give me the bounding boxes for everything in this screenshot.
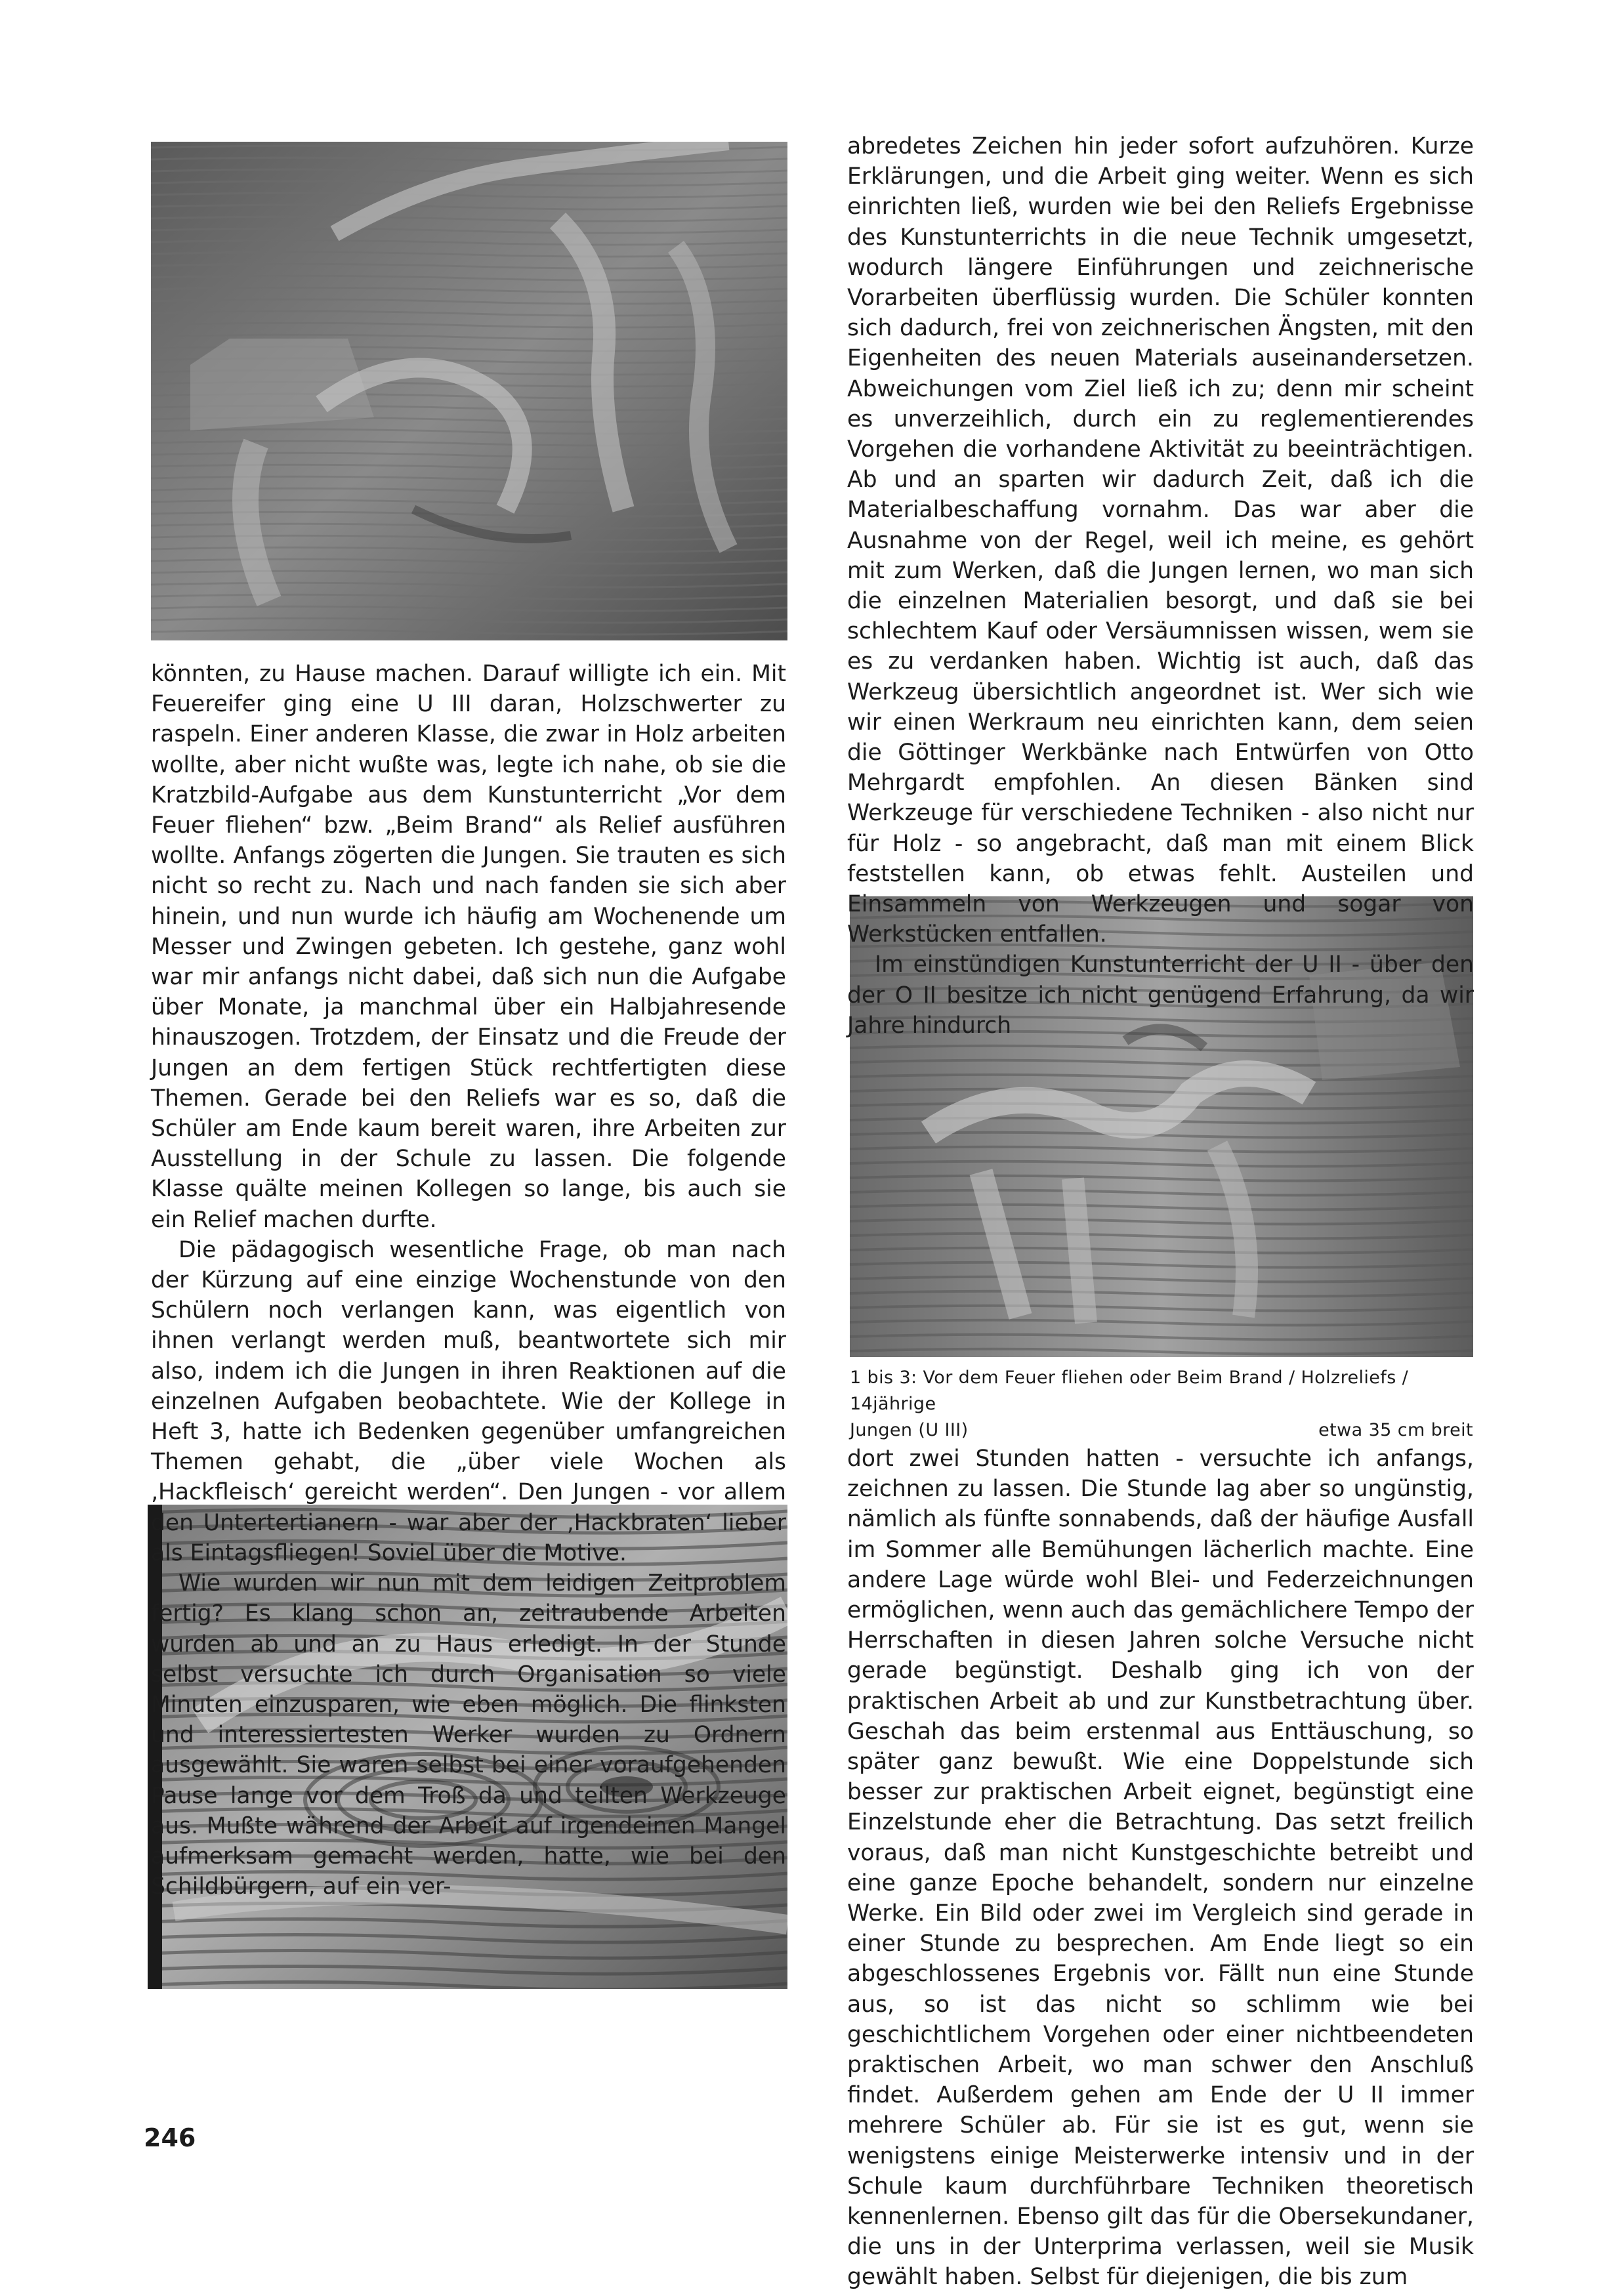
relief-photo-1 [151, 142, 787, 640]
right-column-text-top [847, 131, 1474, 1041]
left-column-text [151, 659, 786, 1902]
figure-caption [850, 1365, 1473, 1444]
caption-subject: Jungen (U III) [850, 1420, 969, 1440]
page-number: 246 [144, 2123, 196, 2152]
paragraph: abredetes Zeichen hin jeder sofort aufzuhören. Kurze Erklärungen, und die Arbeit ging weiter. Wenn es sich einrichten ließ, wurden wie bei den Reliefs Ergebnisse des Kunstunterrichts in die neue Technik umgesetzt, wodurch längere Einführungen und zeichnerische Vorarbeiten überflüssig wurden. Die Schüler konnten sich dadurch, frei von zeichnerischen Ängsten, mit den Eigenheiten des neuen Materials auseinandersetzen. Abweichungen vom Ziel ließ ich zu; denn mir scheint es unverzeihlich, durch ein zu reglementierendes Vorgehen die vorhandene Aktivität zu beeinträchtigen. Ab und an sparten wir dadurch Zeit, daß ich die Materialbeschaffung vornahm. Das war aber die Ausnahme von der Regel, weil ich meine, es gehört mit zum Werken, daß die Jungen lernen, wo man sich die einzelnen Materialien besorgt, und daß sie bei schlechtem Kauf oder Versäumnissen wissen, wem sie es zu verdanken haben. Wichtig ist auch, daß das Werkzeug übersichtlich angeordnet ist. Wer sich wie wir einen Werkraum neu einrichten kann, dem seien die Göttinger Werkbänke nach Entwürfen von Otto Mehrgardt empfohlen. An diesen Bänken sind Werkzeuge für verschiedene Techniken - also nicht nur für Holz - so angebracht, daß man mit einem Blick feststellen kann, ob etwas fehlt. Austeilen und Einsammeln von Werkzeugen und sogar von Werkstücken entfallen. [847, 133, 1474, 948]
caption-line-1: 1 bis 3: Vor dem Feuer fliehen oder Beim Brand / Holzreliefs / 14jährige [850, 1367, 1409, 1414]
paragraph: Wie wurden wir nun mit dem leidigen Zeitproblem fertig? Es klang schon an, zeitraubende Arbeiten wurden ab und an zu Haus erledigt. In der Stunde selbst versuchte ich durch Organisation so viele Minuten einzusparen, wie eben möglich. Die flinksten und interessiertesten Werker wurden zu Ordnern ausgewählt. Sie waren selbst bei einer voraufgehenden Pause lange vor dem Troß da und teilten Werkzeuge aus. Mußte während der Arbeit auf irgendeinen Mangel aufmerksam gemacht werden, hatte, wie bei den Schildbürgern, auf ein ver- [151, 1570, 786, 1900]
paragraph: Im einstündigen Kunstunterricht der U II - über den der O II besitze ich nicht genügend Erfahrung, da wir Jahre hindurch [847, 951, 1474, 1039]
right-column-text-bottom [847, 1444, 1474, 2293]
caption-dimensions: etwa 35 cm breit [1318, 1420, 1473, 1440]
paragraph: Die pädagogisch wesentliche Frage, ob man nach der Kürzung auf eine einzige Wochenstunde von den Schülern noch verlangen kann, was eigentlich von ihnen verlangt werden muß, beantwortete sich mir also, indem ich die Jungen in ihren Reaktionen auf die einzelnen Aufgaben beobachtete. Wie der Kollege in Heft 3, hatte ich Bedenken gegenüber umfangreichen Themen gehabt, die „über viele Wochen als ‚Hackfleisch‘ gereicht werden“. Den Jungen - vor allem den Untertertianern - war aber der ‚Hackbraten‘ lieber als Eintagsfliegen! Soviel über die Motive. [151, 1236, 786, 1566]
paragraph: dort zwei Stunden hatten - versuchte ich anfangs, zeichnen zu lassen. Die Stunde lag aber so ungünstig, nämlich als fünfte sonnabends, daß der häufige Ausfall im Sommer alle Bemühungen lächerlich machte. Eine andere Lage würde wohl Blei- und Federzeichnungen ermöglichen, wenn auch das gemächlichere Tempo der Herrschaften in diesen Jahren solche Versuche nicht gerade begünstigt. Deshalb ging ich von der praktischen Arbeit ab und zur Kunstbetrachtung über. Geschah das beim erstenmal aus Enttäuschung, so später ganz bewußt. Wie eine Doppelstunde sich besser zur praktischen Arbeit eignet, begünstigt eine Einzelstunde eher die Betrachtung. Das setzt freilich voraus, daß man nicht Kunstgeschichte betreibt und eine ganze Epoche behandelt, sondern nur einzelne Werke. Ein Bild oder zwei im Vergleich sind gerade in einer Stunde zu besprechen. Am Ende liegt so ein abgeschlossenes Ergebnis vor. Fällt nun eine Stunde aus, so ist das nicht so schlimm wie bei geschichtlichem Vorgehen oder einer nichtbeendeten praktischen Arbeit, wo man schwer den Anschluß findet. Außerdem gehen am Ende der U II immer mehrere Schüler ab. Für sie ist es gut, wenn sie wenigstens einige Meisterwerke intensiv und in der Schule kaum durchführbare Techniken theoretisch kennenlernen. Ebenso gilt das für die Obersekundaner, die uns in der Unterprima verlassen, weil sie Musik gewählt haben. Selbst für diejenigen, die bis zum [847, 1446, 1474, 2291]
caption-line-2 [850, 1417, 1473, 1444]
paragraph: könnten, zu Hause machen. Darauf willigte ich ein. Mit Feuereifer ging eine U III daran, Holzschwerter zu raspeln. Einer anderen Klasse, die zwar in Holz arbeiten wollte, aber nicht wußte was, legte ich nahe, ob sie die Kratzbild-Aufgabe aus dem Kunstunterricht „Vor dem Feuer fliehen“ bzw. „Beim Brand“ als Relief ausführen wollte. Anfangs zögerten die Jungen. Sie trauten es sich nicht so recht zu. Nach und nach fanden sie sich aber hinein, und nun wurde ich häufig am Wochenende um Messer und Zwingen gebeten. Ich gestehe, ganz wohl war mir anfangs nicht dabei, daß sich nun die Aufgabe über Monate, ja manchmal über ein Halbjahresende hinauszogen. Trotzdem, der Einsatz und die Freude der Jungen an dem fertigen Stück rechtfertigten diese Themen. Gerade bei den Reliefs war es so, daß die Schüler am Ende kaum bereit waren, ihre Arbeiten zur Ausstellung in der Schule zu lassen. Die folgende Klasse quälte meinen Kollegen so lange, bis auch sie ein Relief machen durfte. [151, 661, 786, 1233]
